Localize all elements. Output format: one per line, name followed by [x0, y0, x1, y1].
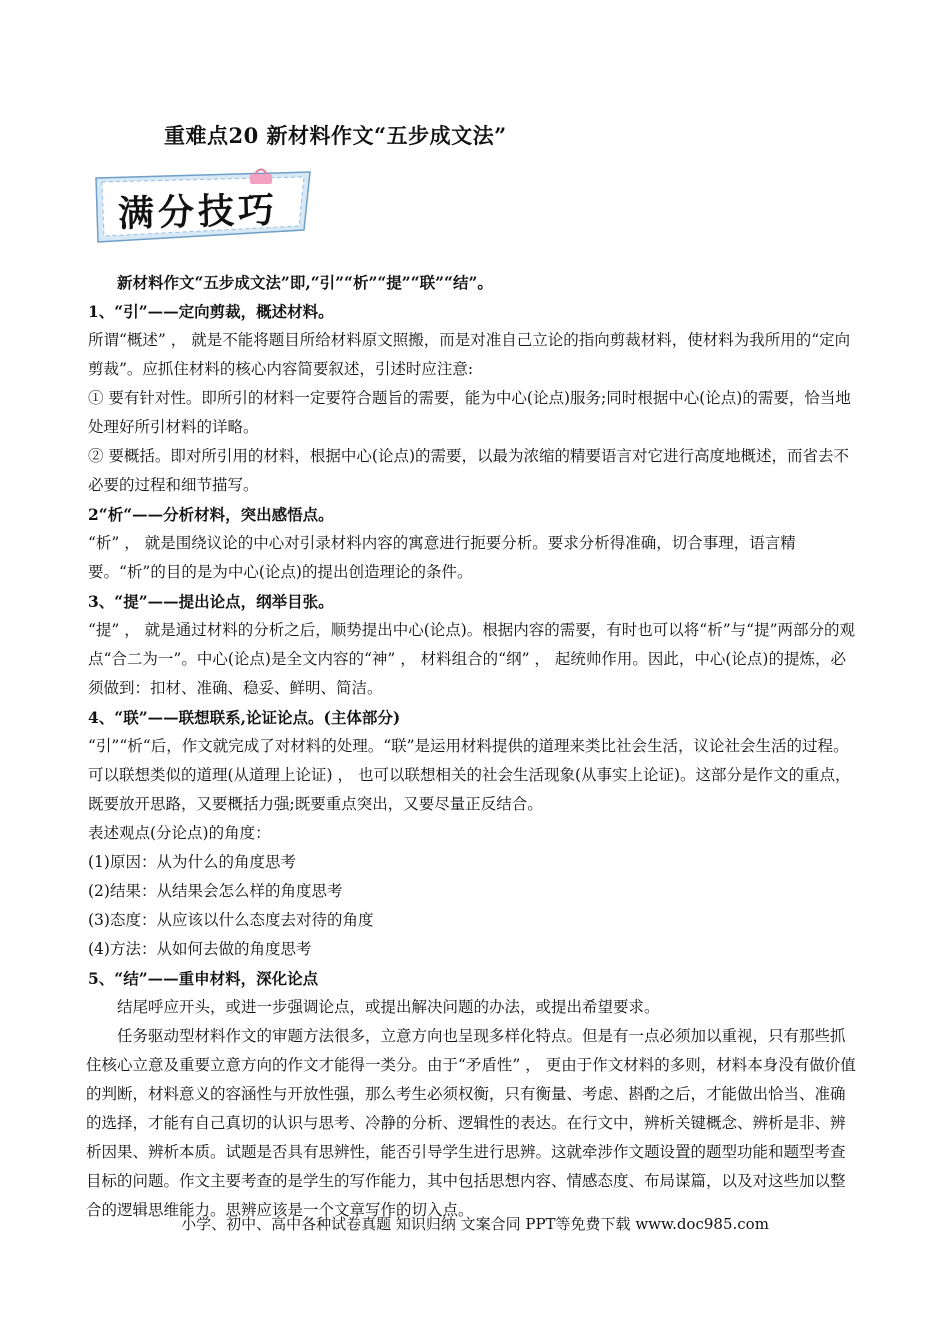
list-item: (1)原因：从为什么的角度思考	[88, 853, 296, 871]
section-3-heading: 3、“提”——提出论点，纲举目张。	[88, 592, 334, 611]
intro: 新材料作文“五步成文法”即,“引”“析”“提”“联”“结”。	[117, 273, 493, 292]
list-item: (3)态度：从应该以什么态度去对待的角度	[88, 911, 374, 929]
list-item: (2)结果：从结果会怎么样的角度思考	[88, 882, 343, 900]
paragraph: ② 要概括。即对所引用的材料，根据中心(论点)的需要，以最为浓缩的精要语言对它进行高度地概述，而省去不必要的过程和细节描写。	[88, 447, 850, 494]
paragraph: 表述观点(分论点)的角度：	[88, 824, 271, 842]
section-1-heading: 1、“引”——定向剪裁，概述材料。	[88, 302, 334, 321]
paragraph: “析” ， 就是围绕议论的中心对引录材料内容的寓意进行扼要分析。要求分析得准确，切合事理，语言精要。“析”的目的是为中心(论点)的提出创造理论的条件。	[88, 534, 796, 581]
section-5-heading: 5、“结”——重申材料，深化论点	[88, 969, 319, 988]
paragraph: 所谓“概述” ， 就是不能将题目所给材料原文照搬，而是对准自己立论的指向剪裁材料，使材料为我所用的“定向剪裁”。应抓住材料的核心内容简要叙述，引述时应注意:	[88, 331, 851, 378]
document-body	[86, 268, 860, 1225]
paragraph: “引”“析“后，作文就完成了对材料的处理。“联”是运用材料提供的道理来类比社会生活，议论社会生活的过程。可以联想类似的道理(从道理上论证) ， 也可以联想相关的社会生活现象(从事实上论证)。这部分是作文的重点，既要放开思路，又要概括力强;既要重点突出，又要尽量正反结合。	[88, 737, 851, 813]
paragraph: “提” ， 就是通过材料的分析之后，顺势提出中心(论点)。根据内容的需要，有时也可以将“析”与“提”两部分的观点“合二为一”。中心(论点)是全文内容的“神” ， 材料组合的“纲” ， 起统帅作用。因此，中心(论点)的提炼，必须做到：扣材、准确、稳妥、鲜明、简洁。	[88, 621, 855, 697]
section-4-heading: 4、“联”——联想联系,论证论点。(主体部分)	[88, 708, 401, 727]
page-title: 重难点20 新材料作文“五步成文法”	[164, 123, 507, 148]
paragraph: ① 要有针对性。即所引的材料一定要符合题旨的需要，能为中心(论点)服务;同时根据中心(论点)的需要，恰当地处理好所引材料的详略。	[88, 389, 851, 436]
page-footer: 小学、初中、高中各种试卷真题 知识归纳 文案合同 PPT等免费下载 www.doc985.com	[181, 1215, 769, 1233]
section-2-heading: 2“析“——分析材料，突出感悟点。	[88, 505, 334, 524]
paragraph: 任务驱动型材料作文的审题方法很多，立意方向也呈现多样化特点。但是有一点必须加以重视，只有那些抓住核心立意及重要立意方向的作文才能得一类分。由于“矛盾性” ， 更由于作文材料的多则，材料本身没有做价值的判断，材料意义的容涵性与开放性强，那么考生必须权衡，只有衡量、考虑、斟酌之后，才能做出恰当、准确的选择，才能有自己真切的认识与思考、冷静的分析、逻辑性的表达。在行文中，辨析关键概念、辨析是非、辨析因果、辨析本质。试题是否具有思辨性，能否引导学生进行思辨。这就牵涉作文题设置的题型功能和题型考查目标的问题。作文主要考查的是学生的写作能力，其中包括思想内容、情感态度、布局谋篇，以及对这些加以整合的逻辑思维能力。思辨应该是一个文章写作的切入点。	[86, 1027, 856, 1219]
banner-text: 满分技巧	[117, 188, 279, 236]
banner	[90, 168, 325, 248]
list-item: (4)方法：从如何去做的角度思考	[88, 940, 312, 958]
paragraph: 结尾呼应开头，或进一步强调论点，或提出解决问题的办法，或提出希望要求。	[117, 998, 660, 1016]
